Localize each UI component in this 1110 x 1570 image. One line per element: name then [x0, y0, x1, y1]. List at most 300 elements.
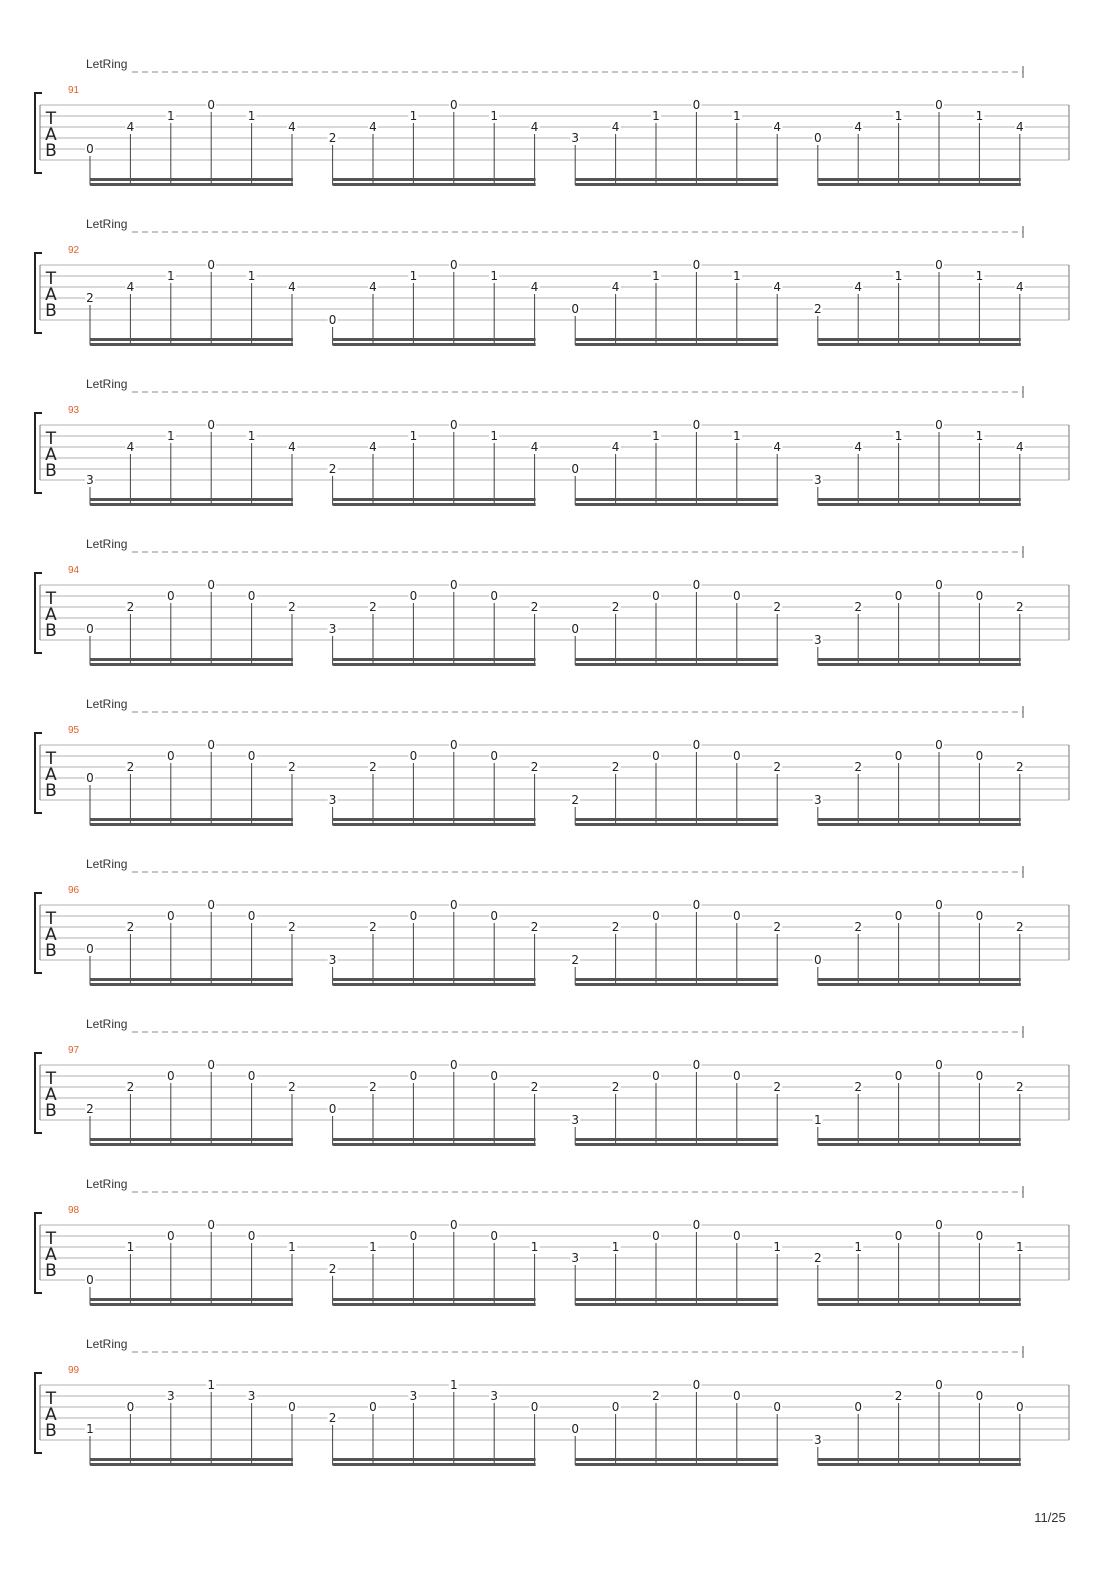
fret-number: 0	[490, 589, 499, 603]
fret-number: 0	[935, 898, 943, 912]
fret-number: 4	[773, 440, 782, 454]
tab-system	[35, 697, 1069, 826]
beam	[818, 978, 1021, 981]
fret-number: 4	[1015, 280, 1024, 294]
fret-number: 0	[86, 1273, 94, 1287]
fret-number: 3	[409, 1389, 418, 1403]
fret-number: 1	[490, 429, 499, 443]
beam	[575, 178, 778, 181]
tab-clef-letter: A	[45, 925, 57, 945]
fret-number: 0	[409, 1069, 418, 1083]
tab-clef-letter: B	[45, 1101, 57, 1121]
tab-clef-letter: T	[45, 269, 57, 289]
beam	[333, 818, 536, 821]
fret-number: 0	[247, 589, 256, 603]
beam	[818, 1458, 1021, 1461]
fret-number: 0	[166, 1229, 175, 1243]
fret-number: 0	[692, 1378, 701, 1392]
fret-number: 2	[773, 760, 782, 774]
fret-number: 2	[571, 793, 580, 807]
beam	[90, 983, 293, 986]
beam	[818, 1298, 1021, 1301]
measure-number: 91	[68, 85, 80, 96]
tab-clef-letter: A	[45, 1245, 57, 1265]
fret-number: 0	[490, 909, 499, 923]
tab-system	[35, 57, 1069, 186]
fret-number: 3	[328, 953, 337, 967]
fret-number: 0	[490, 1229, 499, 1243]
fret-number: 3	[328, 622, 337, 636]
fret-number: 0	[247, 1069, 256, 1083]
tab-clef-letter: T	[45, 749, 57, 769]
fret-number: 0	[692, 1218, 701, 1232]
tab-clef-letter: T	[45, 1229, 57, 1249]
fret-number: 1	[732, 109, 741, 123]
beam	[333, 1463, 536, 1466]
fret-number: 1	[126, 1240, 135, 1254]
fret-number: 4	[126, 440, 135, 454]
fret-number: 0	[732, 1069, 741, 1083]
fret-number: 0	[813, 953, 822, 967]
fret-number: 1	[652, 269, 660, 283]
fret-number: 3	[813, 793, 822, 807]
beam	[818, 1303, 1021, 1306]
fret-number: 2	[611, 600, 620, 614]
beam	[818, 1463, 1021, 1466]
fret-number: 0	[207, 1218, 216, 1232]
tab-clef-letter: A	[45, 765, 57, 785]
fret-number: 4	[288, 440, 296, 454]
measure-number: 93	[68, 405, 80, 416]
fret-number: 0	[288, 1400, 296, 1414]
fret-number: 1	[490, 109, 499, 123]
fret-number: 1	[1015, 1240, 1024, 1254]
fret-number: 2	[328, 462, 337, 476]
fret-number: 0	[692, 258, 701, 272]
fret-number: 2	[773, 1080, 782, 1094]
fret-number: 0	[571, 1422, 580, 1436]
fret-number: 0	[409, 1229, 418, 1243]
fret-number: 0	[732, 1389, 741, 1403]
let-ring-label: LetRing	[86, 217, 128, 231]
beam	[90, 1298, 293, 1301]
beam	[818, 343, 1021, 346]
fret-number: 0	[692, 98, 701, 112]
fret-number: 4	[611, 120, 620, 134]
fret-number: 0	[571, 622, 580, 636]
fret-number: 0	[692, 738, 701, 752]
beam	[90, 178, 293, 181]
fret-number: 1	[207, 1378, 216, 1392]
fret-number: 2	[328, 131, 337, 145]
let-ring-label: LetRing	[86, 1017, 128, 1031]
fret-number: 2	[369, 1080, 377, 1094]
tab-clef-letter: T	[45, 1389, 57, 1409]
beam	[333, 663, 536, 666]
fret-number: 0	[126, 1400, 135, 1414]
beam	[90, 503, 293, 506]
beam	[818, 818, 1021, 821]
fret-number: 0	[449, 578, 458, 592]
fret-number: 0	[1015, 1400, 1024, 1414]
fret-number: 0	[652, 749, 660, 763]
beam	[575, 1298, 778, 1301]
fret-number: 0	[652, 589, 660, 603]
fret-number: 0	[409, 909, 418, 923]
fret-number: 1	[409, 269, 418, 283]
let-ring-label: LetRing	[86, 857, 128, 871]
tab-clef-letter: B	[45, 941, 57, 961]
fret-number: 2	[126, 600, 135, 614]
fret-number: 0	[166, 1069, 175, 1083]
beam	[90, 823, 293, 826]
fret-number: 1	[975, 429, 984, 443]
fret-number: 0	[935, 578, 943, 592]
beam	[333, 1458, 536, 1461]
tab-clef-letter: B	[45, 301, 57, 321]
beam	[90, 1458, 293, 1461]
fret-number: 3	[247, 1389, 256, 1403]
beam	[818, 338, 1021, 341]
fret-number: 1	[86, 1422, 94, 1436]
fret-number: 0	[207, 258, 216, 272]
beam	[333, 498, 536, 501]
fret-number: 1	[247, 429, 256, 443]
fret-number: 4	[369, 440, 377, 454]
beam	[90, 343, 293, 346]
fret-number: 0	[328, 313, 337, 327]
tab-clef-letter: A	[45, 445, 57, 465]
fret-number: 2	[854, 760, 863, 774]
fret-number: 0	[449, 258, 458, 272]
fret-number: 1	[409, 429, 418, 443]
tab-clef-letter: T	[45, 589, 57, 609]
beam	[575, 818, 778, 821]
fret-number: 0	[975, 589, 984, 603]
fret-number: 0	[166, 589, 175, 603]
fret-number: 2	[611, 1080, 620, 1094]
fret-number: 4	[530, 440, 539, 454]
fret-number: 0	[894, 1229, 903, 1243]
beam	[575, 658, 778, 661]
measure-number: 97	[68, 1045, 80, 1056]
fret-number: 1	[166, 429, 175, 443]
fret-number: 0	[449, 1058, 458, 1072]
tab-clef-letter: T	[45, 909, 57, 929]
fret-number: 0	[449, 898, 458, 912]
fret-number: 2	[611, 920, 620, 934]
beam	[90, 1143, 293, 1146]
fret-number: 0	[328, 1102, 337, 1116]
fret-number: 2	[288, 760, 296, 774]
fret-number: 0	[207, 418, 216, 432]
fret-number: 4	[854, 280, 863, 294]
fret-number: 0	[207, 898, 216, 912]
fret-number: 3	[813, 1433, 822, 1447]
beam	[575, 1138, 778, 1141]
fret-number: 0	[449, 98, 458, 112]
fret-number: 1	[611, 1240, 620, 1254]
fret-number: 0	[732, 749, 741, 763]
tab-system	[35, 377, 1069, 506]
fret-number: 1	[247, 109, 256, 123]
fret-number: 0	[490, 749, 499, 763]
beam	[575, 1463, 778, 1466]
fret-number: 1	[894, 109, 903, 123]
fret-number: 1	[409, 109, 418, 123]
fret-number: 4	[611, 440, 620, 454]
beam	[818, 498, 1021, 501]
fret-number: 2	[894, 1389, 903, 1403]
fret-number: 0	[449, 738, 458, 752]
fret-number: 4	[1015, 440, 1024, 454]
fret-number: 3	[813, 473, 822, 487]
fret-number: 0	[207, 1058, 216, 1072]
fret-number: 4	[369, 280, 377, 294]
fret-number: 1	[247, 269, 256, 283]
measure-number: 95	[68, 725, 80, 736]
fret-number: 3	[571, 131, 580, 145]
beam	[818, 658, 1021, 661]
beam	[575, 663, 778, 666]
fret-number: 1	[449, 1378, 458, 1392]
beam	[90, 183, 293, 186]
tab-system	[35, 1337, 1069, 1466]
beam	[333, 658, 536, 661]
fret-number: 0	[86, 942, 94, 956]
tab-clef-letter: A	[45, 1405, 57, 1425]
fret-number: 2	[1015, 600, 1024, 614]
fret-number: 2	[530, 1080, 539, 1094]
fret-number: 0	[652, 909, 660, 923]
fret-number: 1	[652, 109, 660, 123]
beam	[818, 178, 1021, 181]
fret-number: 3	[328, 793, 337, 807]
fret-number: 2	[1015, 1080, 1024, 1094]
fret-number: 4	[1015, 120, 1024, 134]
beam	[575, 1143, 778, 1146]
fret-number: 4	[288, 120, 296, 134]
fret-number: 0	[207, 98, 216, 112]
tab-clef-letter: A	[45, 605, 57, 625]
fret-number: 2	[611, 760, 620, 774]
fret-number: 0	[409, 589, 418, 603]
fret-number: 4	[773, 120, 782, 134]
fret-number: 3	[166, 1389, 175, 1403]
beam	[333, 983, 536, 986]
fret-number: 1	[813, 1113, 822, 1127]
beam	[90, 978, 293, 981]
fret-number: 4	[288, 280, 296, 294]
fret-number: 0	[975, 749, 984, 763]
fret-number: 0	[692, 418, 701, 432]
fret-number: 0	[935, 1378, 943, 1392]
fret-number: 1	[854, 1240, 863, 1254]
beam	[575, 1458, 778, 1461]
fret-number: 2	[571, 953, 580, 967]
beam	[818, 1143, 1021, 1146]
fret-number: 0	[732, 589, 741, 603]
fret-number: 0	[813, 131, 822, 145]
fret-number: 0	[732, 909, 741, 923]
fret-number: 0	[975, 1069, 984, 1083]
tab-clef-letter: B	[45, 141, 57, 161]
fret-number: 4	[530, 280, 539, 294]
beam	[90, 1138, 293, 1141]
fret-number: 4	[773, 280, 782, 294]
fret-number: 0	[369, 1400, 377, 1414]
let-ring-label: LetRing	[86, 1177, 128, 1191]
fret-number: 2	[530, 600, 539, 614]
fret-number: 0	[571, 302, 580, 316]
fret-number: 0	[975, 1389, 984, 1403]
tab-system	[35, 1177, 1069, 1306]
tab-clef-letter: T	[45, 429, 57, 449]
fret-number: 4	[530, 120, 539, 134]
beam	[818, 823, 1021, 826]
beam	[90, 818, 293, 821]
fret-number: 2	[854, 920, 863, 934]
fret-number: 0	[247, 1229, 256, 1243]
let-ring-label: LetRing	[86, 537, 128, 551]
tab-clef-letter: A	[45, 285, 57, 305]
fret-number: 1	[975, 269, 984, 283]
measure-number: 99	[68, 1365, 80, 1376]
beam	[90, 663, 293, 666]
tab-clef-letter: B	[45, 461, 57, 481]
fret-number: 0	[166, 749, 175, 763]
beam	[333, 978, 536, 981]
measure-number: 96	[68, 885, 80, 896]
fret-number: 0	[975, 909, 984, 923]
fret-number: 3	[86, 473, 94, 487]
fret-number: 1	[773, 1240, 782, 1254]
fret-number: 0	[449, 418, 458, 432]
fret-number: 0	[935, 1058, 943, 1072]
beam	[575, 183, 778, 186]
beam	[818, 983, 1021, 986]
beam	[333, 343, 536, 346]
let-ring-label: LetRing	[86, 1337, 128, 1351]
fret-number: 2	[652, 1389, 660, 1403]
beam	[90, 498, 293, 501]
let-ring-label: LetRing	[86, 377, 128, 391]
fret-number: 1	[894, 269, 903, 283]
fret-number: 0	[935, 98, 943, 112]
fret-number: 2	[369, 920, 377, 934]
fret-number: 0	[166, 909, 175, 923]
tab-system	[35, 1017, 1069, 1146]
beam	[575, 503, 778, 506]
let-ring-label: LetRing	[86, 57, 128, 71]
fret-number: 0	[86, 771, 94, 785]
fret-number: 0	[86, 622, 94, 636]
beam	[333, 178, 536, 181]
beam	[575, 1303, 778, 1306]
fret-number: 1	[894, 429, 903, 443]
beam	[575, 978, 778, 981]
fret-number: 2	[288, 920, 296, 934]
beam	[818, 1138, 1021, 1141]
fret-number: 0	[692, 578, 701, 592]
beam	[818, 183, 1021, 186]
fret-number: 2	[854, 600, 863, 614]
measure-number: 94	[68, 565, 80, 576]
page-number: 11/25	[1034, 1510, 1066, 1525]
fret-number: 0	[652, 1229, 660, 1243]
fret-number: 0	[692, 898, 701, 912]
fret-number: 0	[732, 1229, 741, 1243]
fret-number: 2	[288, 1080, 296, 1094]
tab-clef-letter: T	[45, 1069, 57, 1089]
tab-system	[35, 537, 1069, 666]
fret-number: 1	[166, 109, 175, 123]
fret-number: 2	[369, 600, 377, 614]
beam	[333, 503, 536, 506]
fret-number: 2	[126, 1080, 135, 1094]
beam	[818, 503, 1021, 506]
fret-number: 0	[449, 1218, 458, 1232]
fret-number: 2	[813, 1251, 822, 1265]
tab-clef-letter: A	[45, 1085, 57, 1105]
fret-number: 1	[652, 429, 660, 443]
beam	[575, 823, 778, 826]
fret-number: 0	[894, 589, 903, 603]
fret-number: 2	[813, 302, 822, 316]
fret-number: 0	[975, 1229, 984, 1243]
beam	[575, 498, 778, 501]
fret-number: 4	[126, 120, 135, 134]
fret-number: 1	[490, 269, 499, 283]
fret-number: 0	[652, 1069, 660, 1083]
fret-number: 0	[935, 1218, 943, 1232]
fret-number: 1	[369, 1240, 377, 1254]
beam	[333, 1143, 536, 1146]
fret-number: 0	[611, 1400, 620, 1414]
beam	[333, 1298, 536, 1301]
fret-number: 0	[490, 1069, 499, 1083]
beam	[333, 183, 536, 186]
tab-clef-letter: A	[45, 125, 57, 145]
fret-number: 0	[247, 749, 256, 763]
fret-number: 2	[854, 1080, 863, 1094]
beam	[90, 1463, 293, 1466]
fret-number: 2	[126, 920, 135, 934]
fret-number: 1	[166, 269, 175, 283]
fret-number: 0	[571, 462, 580, 476]
fret-number: 0	[247, 909, 256, 923]
fret-number: 0	[409, 749, 418, 763]
fret-number: 1	[975, 109, 984, 123]
fret-number: 2	[288, 600, 296, 614]
fret-number: 1	[288, 1240, 296, 1254]
tab-system	[35, 857, 1069, 986]
beam	[575, 983, 778, 986]
beam	[90, 1303, 293, 1306]
fret-number: 2	[1015, 760, 1024, 774]
let-ring-label: LetRing	[86, 697, 128, 711]
fret-number: 2	[773, 920, 782, 934]
beam	[333, 1303, 536, 1306]
fret-number: 0	[935, 738, 943, 752]
fret-number: 2	[773, 600, 782, 614]
fret-number: 2	[328, 1262, 337, 1276]
fret-number: 4	[611, 280, 620, 294]
fret-number: 3	[571, 1113, 580, 1127]
fret-number: 0	[773, 1400, 782, 1414]
fret-number: 4	[369, 120, 377, 134]
tab-clef-letter: B	[45, 781, 57, 801]
